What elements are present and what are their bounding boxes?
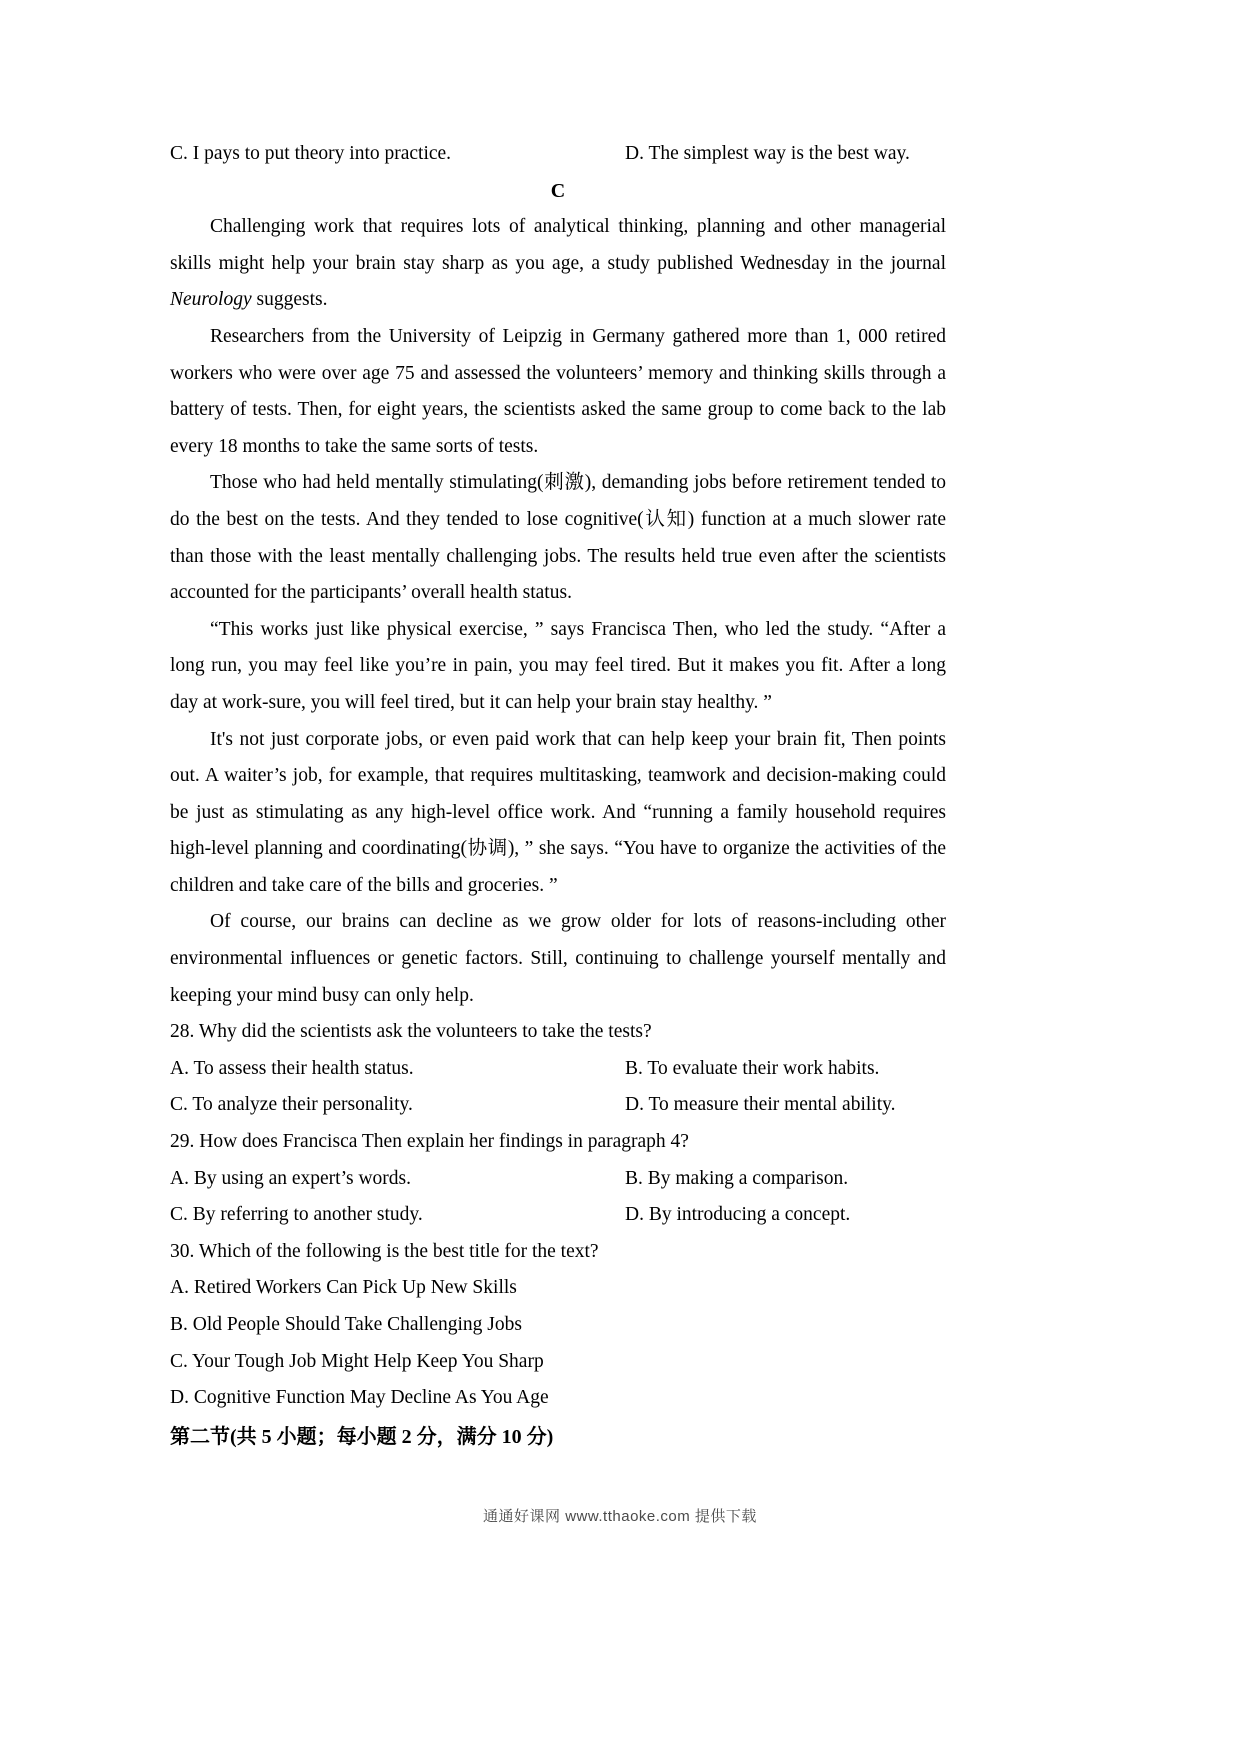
question-29 [170, 1124, 946, 1234]
question-30-option-b: B. Old People Should Take Challenging Jobs [170, 1314, 522, 1335]
question-30-option-a: A. Retired Workers Can Pick Up New Skills [170, 1277, 517, 1299]
question-29-option-c: C. By referring to another study. [170, 1204, 423, 1226]
option-c-prev-question: C. I pays to put theory into practice. [170, 143, 452, 164]
passage-paragraph-6: Of course, our brains can decline as we grow older for lots of reasons-including other environmental influences or genetic factors. Still, continuing to challenge yourself mentally and keeping your mind busy can only help. [170, 911, 946, 1006]
option-d-prev-question: D. The simplest way is the best way. [625, 143, 910, 164]
passage-section-title: C [550, 179, 566, 202]
question-29-option-d: D. By introducing a concept. [625, 1204, 851, 1226]
question-30-option-c: C. Your Tough Job Might Help Keep You Sharp [170, 1350, 544, 1372]
passage-paragraph-3: Those who had held mentally stimulating(刺激), demanding jobs before retirement tended to do the best on the tests. And they tended to lose cognitive(认知) function at a much slower rate than those with the least mentally challenging jobs. The results held true even after the scientists accounted for the participants’ overall health status. [170, 472, 946, 604]
question-30 [170, 1234, 946, 1417]
passage-paragraph-5: It's not just corporate jobs, or even paid work that can help keep your brain fit, Then points out. A waiter’s job, for example, that requires multitasking, teamwork and decision-making could be just as stimulating as any high-level office work. And “running a family household requires high-level planning and coordinating(协调), ” she says. “You have to organize the activities of the children and take care of the bills and groceries. ” [170, 728, 946, 896]
question-29-options-row-1 [170, 1161, 946, 1198]
question-29-options-row-2 [170, 1197, 946, 1234]
passage-paragraph-1 [170, 209, 946, 319]
passage-paragraph-2: Researchers from the University of Leipzig in Germany gathered more than 1, 000 retired workers who were over age 75 and assessed the volunteers’ memory and thinking skills through a battery of tests. Then, for eight years, the scientists asked the same group to come back to the lab every 18 months to take the same sorts of tests. [170, 325, 946, 457]
question-28-options-row-1 [170, 1051, 946, 1088]
paragraph-1-text-before-italic: Challenging work that requires lots of analytical thinking, planning and other managerial skills might help your brain stay sharp as you age, a study published Wednesday in the journal [170, 216, 946, 274]
question-28-options-row-2 [170, 1087, 946, 1124]
question-29-option-a: A. By using an expert’s words. [170, 1167, 412, 1189]
question-30-stem: 30. Which of the following is the best title for the text? [170, 1240, 599, 1262]
question-28 [170, 1014, 946, 1124]
passage-paragraph-4: “This works just like physical exercise, ” says Francisca Then, who led the study. “After a long run, you may feel like you’re in pain, you may feel tired. But it makes you fit. After a long day at work-sure, you will feel tired, but it can help your brain stay healthy. ” [170, 618, 946, 713]
question-28-option-c: C. To analyze their personality. [170, 1094, 413, 1116]
journal-name-italic: Neurology [170, 289, 252, 311]
section-2-heading: 第二节(共 5 小题；每小题 2 分，满分 10 分) [170, 1425, 554, 1448]
page-content [170, 136, 946, 1455]
question-30-option-d: D. Cognitive Function May Decline As You Age [170, 1387, 549, 1409]
footer-watermark: 通通好课网 www.tthaoke.com 提供下载 [483, 1508, 757, 1525]
question-29-option-b: B. By making a comparison. [625, 1167, 849, 1189]
question-28-option-d: D. To measure their mental ability. [625, 1094, 896, 1116]
paragraph-1-text-after-italic: suggests. [251, 289, 328, 311]
question-29-stem: 29. How does Francisca Then explain her findings in paragraph 4? [170, 1131, 689, 1153]
question-28-option-a: A. To assess their health status. [170, 1057, 414, 1079]
question-28-stem: 28. Why did the scientists ask the volunteers to take the tests? [170, 1021, 652, 1043]
previous-question-options-row [170, 136, 946, 173]
question-28-option-b: B. To evaluate their work habits. [625, 1057, 880, 1079]
